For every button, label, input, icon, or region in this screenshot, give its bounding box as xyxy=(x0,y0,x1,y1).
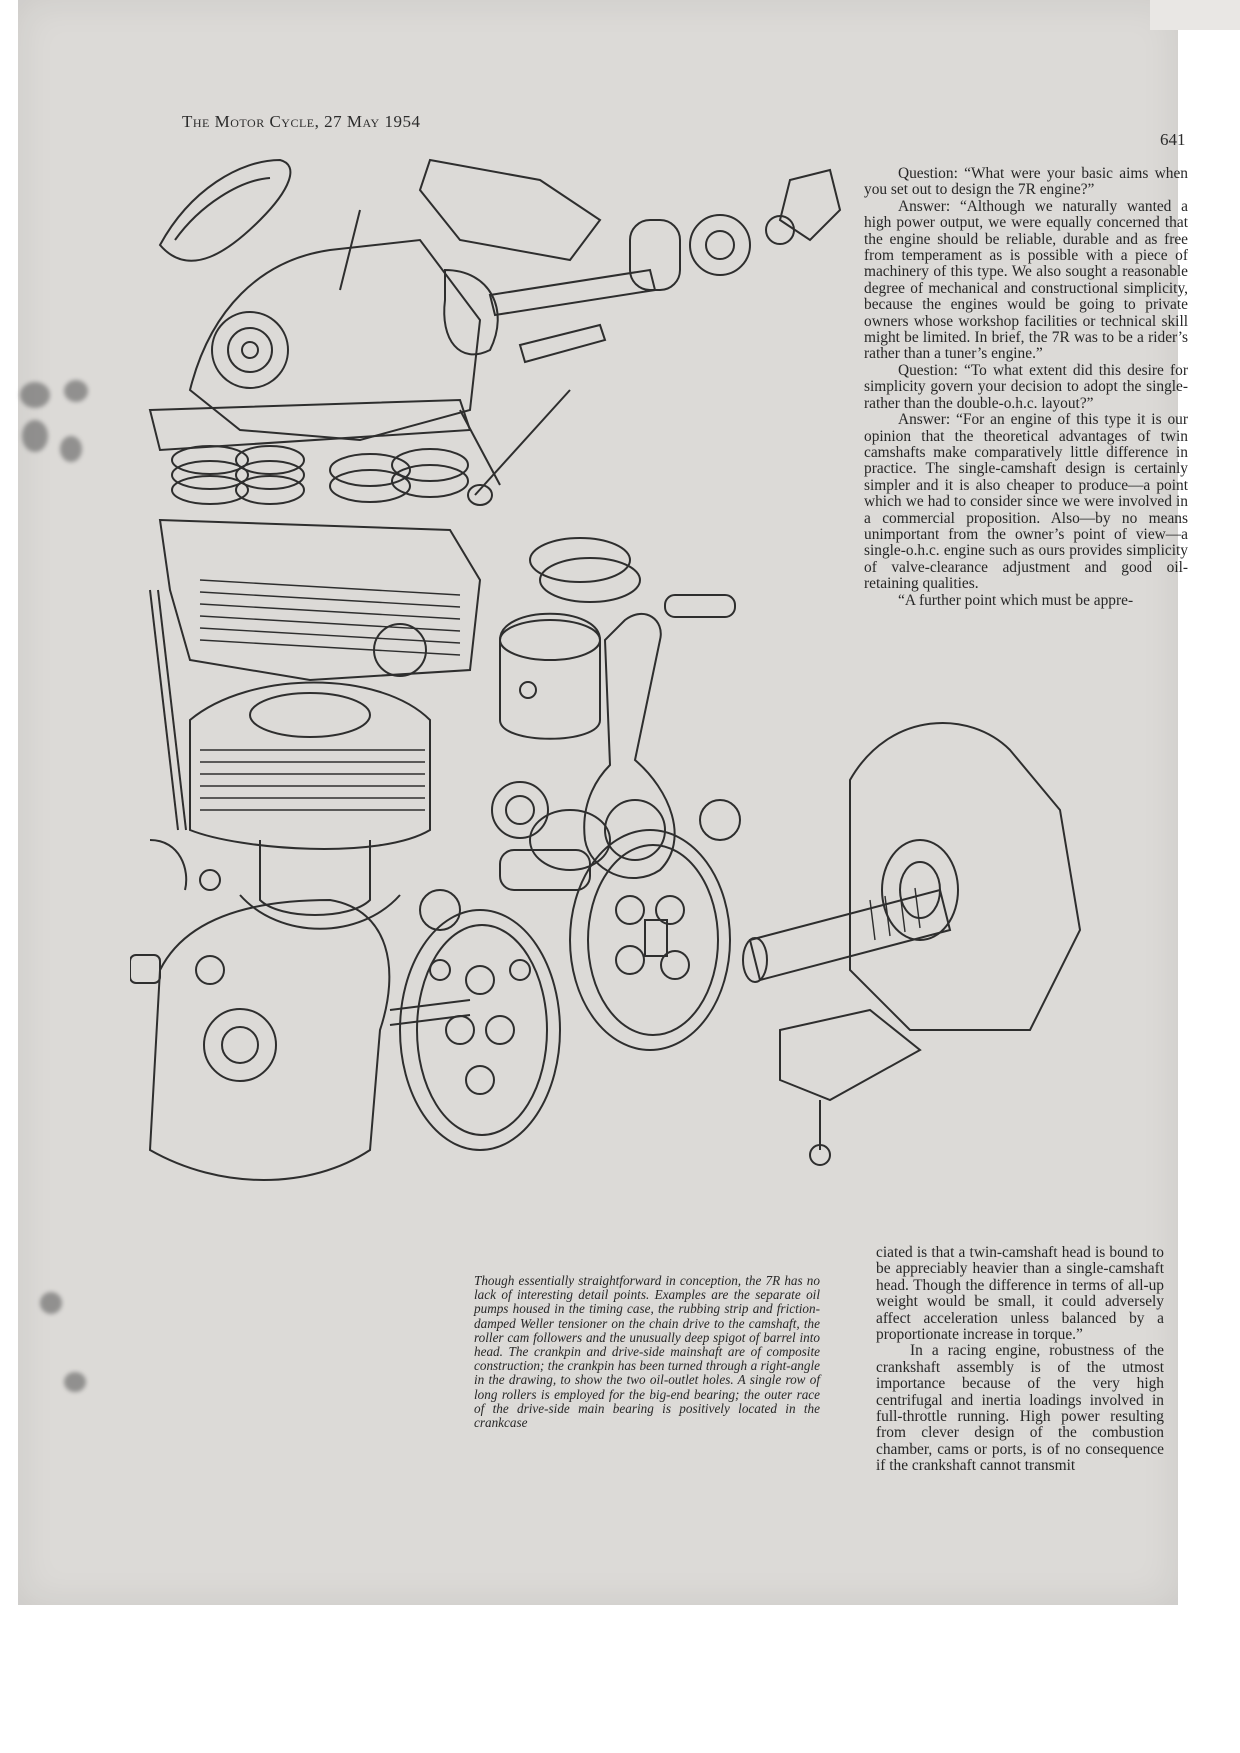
top-cover xyxy=(420,160,600,260)
bearing xyxy=(212,312,288,388)
scan-smudge xyxy=(60,436,82,462)
paragraph: Question: “To what extent did this desire for simplicity govern your decision to adopt the single- rather than the double-o.h.c. layout?” xyxy=(864,361,1188,412)
scan-smudge xyxy=(20,382,50,408)
oil-pump-plate xyxy=(780,1010,920,1100)
paragraph: Question: “What were your basic aims when you set out to design the 7R engine?” xyxy=(864,165,1188,199)
gasket xyxy=(150,400,470,450)
crankcase-timing-side xyxy=(150,900,389,1180)
cylinder-barrel xyxy=(190,683,430,849)
cylinder-head xyxy=(160,520,480,680)
figure-caption: Though essentially straightforward in conception, the 7R has no lack of interesting detail points. Examples are the separate oil pumps housed in the timing case, the rubbing strip and friction-damped Weller tensioner on the chain drive to the camshaft, the roller cam followers and the unusually deep spigot of barrel into head. The crankpin and drive-side mainshaft are of composite construction; the crankpin has been turned through a right-angle in the drawing, to show the two oil-outlet holes. A single row of long rollers is employed for the big-end bearing; the outer race of the drive-side main bearing is positively located in the crankcase xyxy=(474,1273,820,1431)
cambox-housing xyxy=(190,240,480,440)
stud xyxy=(150,590,178,830)
article-column-bottom xyxy=(876,1245,1164,1475)
scan-smudge xyxy=(22,420,48,452)
flywheel-timing-side xyxy=(400,910,560,1150)
valve-springs xyxy=(172,446,468,504)
running-header: The Motor Cycle, 27 May 1954 xyxy=(182,112,421,131)
scan-smudge xyxy=(64,380,88,402)
scan-smudge xyxy=(40,1292,62,1314)
piston xyxy=(500,614,600,739)
paragraph: In a racing engine, robustness of the crankshaft assembly is of the utmost importance because of the very high centrifugal and inertia loadings involved in full-throttle running. High power resulting from clever design of the combustion chamber, cams or ports, is of no consequence if the crankshaft cannot transmit xyxy=(876,1342,1164,1475)
paragraph: Answer: “Although we naturally wanted a high power output, we were equally concerned that the engine should be reliable, durable and as free from temperament as is possible with a piece of machinery of this type. We also sought a reasonable degree of mechanical and constructional simplicity, because the engines would be going to private owners whose workshop facilities or technical skill might be limited. In brief, the 7R was to be a rider’s rather than a tuner’s engine.” xyxy=(864,197,1188,363)
scan-smudge xyxy=(64,1372,86,1392)
article-column-top xyxy=(864,166,1188,609)
crankcase-drive-side xyxy=(850,723,1080,1030)
paragraph: ciated is that a twin-camshaft head is bound to be appreciably heavier than a single-camshaft head. Though the difference in terms of all-up weight would be small, it could adversely affect acceleration unless balanced by a proportionate increase in torque.” xyxy=(876,1244,1164,1344)
connecting-rod xyxy=(584,614,674,878)
page-corner xyxy=(1150,0,1240,30)
paragraph: Answer: “For an engine of this type it is our opinion that the theoretical advantages of twin camshafts make comparatively little difference in practice. The single-camshaft design is certainly simpler and it is also cheaper to produce—a point which we had to consider since we were involved in a commercial proposition. Also—by no means unimportant from the owner’s point of view—a single-o.h.c. engine such as ours provides simplicity of valve-clearance adjustment and good oil-retaining qualities. xyxy=(864,411,1188,593)
cam-cover-plate xyxy=(160,160,290,261)
page-number: 641 xyxy=(1160,130,1186,149)
bearing-race xyxy=(492,782,548,838)
gudgeon-pin xyxy=(665,595,735,617)
paragraph: “A further point which must be appre- xyxy=(898,591,1134,609)
flywheel-drive-side xyxy=(570,830,730,1050)
